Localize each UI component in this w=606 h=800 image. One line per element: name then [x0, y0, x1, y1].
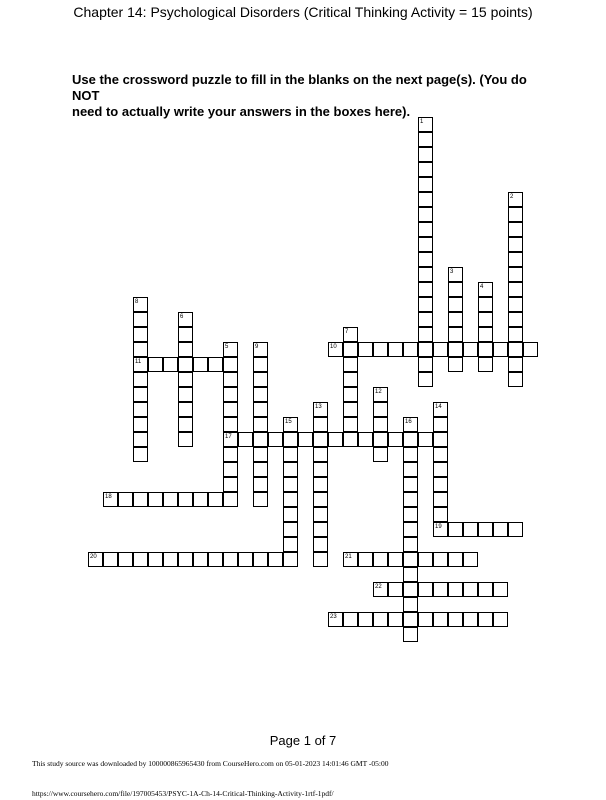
crossword-cell [508, 522, 523, 537]
crossword-cell [403, 342, 418, 357]
crossword-cell [403, 537, 418, 552]
clue-number-6: 6 [180, 314, 184, 320]
crossword-cell [178, 552, 193, 567]
crossword-cell [508, 267, 523, 282]
crossword-cell [463, 552, 478, 567]
crossword-cell [178, 387, 193, 402]
crossword-cell [463, 342, 478, 357]
clue-number-8: 8 [135, 299, 139, 305]
crossword-cell [478, 612, 493, 627]
clue-number-13: 13 [315, 404, 322, 410]
crossword-cell [238, 432, 253, 447]
crossword-cell [223, 402, 238, 417]
crossword-cell [418, 237, 433, 252]
crossword-cell [433, 342, 448, 357]
crossword-cell [403, 567, 418, 582]
crossword-cell [448, 552, 463, 567]
crossword-cell [313, 447, 328, 462]
crossword-cell [148, 357, 163, 372]
crossword-cell [433, 552, 448, 567]
crossword-cell [133, 447, 148, 462]
clue-number-23: 23 [330, 614, 337, 620]
crossword-cell [448, 357, 463, 372]
crossword-cell [223, 552, 238, 567]
crossword-cell [223, 462, 238, 477]
crossword-cell [223, 447, 238, 462]
crossword-cell [313, 462, 328, 477]
crossword-cell [373, 612, 388, 627]
crossword-cell [283, 447, 298, 462]
crossword-cell [433, 477, 448, 492]
clue-number-19: 19 [435, 524, 442, 530]
crossword-cell [433, 432, 448, 447]
crossword-cell [403, 447, 418, 462]
crossword-cell [418, 612, 433, 627]
crossword-cell [508, 357, 523, 372]
crossword-cell [343, 372, 358, 387]
crossword-cell [508, 282, 523, 297]
crossword-cell [268, 432, 283, 447]
crossword-cell [463, 522, 478, 537]
crossword-cell [418, 162, 433, 177]
crossword-cell [358, 432, 373, 447]
crossword-cell [148, 552, 163, 567]
crossword-cell [508, 372, 523, 387]
crossword-cell [373, 402, 388, 417]
crossword-cell [478, 312, 493, 327]
crossword-cell [493, 342, 508, 357]
crossword-cell [403, 507, 418, 522]
clue-number-5: 5 [225, 344, 229, 350]
crossword-cell [313, 522, 328, 537]
crossword-cell [418, 552, 433, 567]
crossword-cell [418, 222, 433, 237]
crossword-cell [343, 432, 358, 447]
crossword-cell [253, 492, 268, 507]
clue-number-18: 18 [105, 494, 112, 500]
crossword-cell [433, 417, 448, 432]
clue-number-4: 4 [480, 284, 484, 290]
crossword-cell [358, 552, 373, 567]
crossword-cell [403, 432, 418, 447]
crossword-cell [478, 297, 493, 312]
crossword-cell [448, 522, 463, 537]
crossword-cell [418, 297, 433, 312]
crossword-cell [508, 342, 523, 357]
crossword-cell [433, 507, 448, 522]
crossword-cell [313, 492, 328, 507]
crossword-cell [283, 462, 298, 477]
crossword-cell [403, 462, 418, 477]
crossword-cell [418, 192, 433, 207]
crossword-cell [478, 342, 493, 357]
crossword-cell [178, 342, 193, 357]
crossword-cell [298, 432, 313, 447]
crossword-cell [403, 627, 418, 642]
crossword-cell [403, 477, 418, 492]
clue-number-14: 14 [435, 404, 442, 410]
clue-number-10: 10 [330, 344, 337, 350]
crossword-cell [283, 477, 298, 492]
crossword-cell [433, 447, 448, 462]
crossword-cell [253, 372, 268, 387]
crossword-cell [223, 357, 238, 372]
crossword-cell [313, 417, 328, 432]
crossword-cell [478, 582, 493, 597]
crossword-cell [373, 342, 388, 357]
crossword-cell [238, 552, 253, 567]
crossword-cell [358, 612, 373, 627]
crossword-cell [418, 327, 433, 342]
crossword-cell [133, 327, 148, 342]
clue-number-11: 11 [135, 359, 142, 365]
crossword-cell [178, 402, 193, 417]
crossword-cell [433, 492, 448, 507]
crossword-cell [178, 492, 193, 507]
crossword-cell [493, 612, 508, 627]
download-notice: This study source was downloaded by 100000865965430 from CourseHero.com on 05-01-2023 14:01:46 GMT -05:00 [32, 759, 389, 768]
clue-number-12: 12 [375, 389, 382, 395]
clue-number-1: 1 [420, 119, 424, 125]
crossword-cell [193, 357, 208, 372]
clue-number-3: 3 [450, 269, 454, 275]
crossword-cell [253, 462, 268, 477]
source-url: https://www.coursehero.com/file/197005453/PSYC-1A-Ch-14-Critical-Thinking-Activity-1rtf-1pdf/ [32, 789, 334, 798]
crossword-cell [133, 312, 148, 327]
crossword-cell [388, 582, 403, 597]
crossword-cell [418, 132, 433, 147]
crossword-cell [403, 522, 418, 537]
crossword-cell [433, 612, 448, 627]
crossword-cell [418, 357, 433, 372]
clue-number-17: 17 [225, 434, 232, 440]
crossword-cell [313, 477, 328, 492]
crossword-cell [253, 357, 268, 372]
crossword-cell [418, 147, 433, 162]
crossword-cell [388, 552, 403, 567]
crossword-cell [403, 552, 418, 567]
crossword-cell [178, 327, 193, 342]
clue-number-22: 22 [375, 584, 382, 590]
crossword-cell [163, 552, 178, 567]
crossword-cell [418, 342, 433, 357]
crossword-cell [508, 252, 523, 267]
crossword-cell [118, 552, 133, 567]
crossword-cell [403, 492, 418, 507]
crossword-cell [493, 522, 508, 537]
crossword-cell [208, 552, 223, 567]
clue-number-15: 15 [285, 419, 292, 425]
crossword-cell [283, 432, 298, 447]
crossword-cell [358, 342, 373, 357]
crossword-cell [148, 492, 163, 507]
crossword-cell [508, 327, 523, 342]
clue-number-2: 2 [510, 194, 514, 200]
page-header: Chapter 14: Psychological Disorders (Critical Thinking Activity = 15 points) [73, 4, 533, 20]
crossword-cell [313, 537, 328, 552]
crossword-cell [343, 402, 358, 417]
crossword-cell [253, 387, 268, 402]
crossword-cell [283, 552, 298, 567]
crossword-cell [418, 432, 433, 447]
clue-number-21: 21 [345, 554, 352, 560]
crossword-cell [373, 447, 388, 462]
crossword-cell [133, 492, 148, 507]
crossword-cell [403, 597, 418, 612]
crossword-cell [253, 447, 268, 462]
crossword-cell [178, 357, 193, 372]
crossword-cell [478, 522, 493, 537]
crossword-cell [133, 432, 148, 447]
crossword-cell [343, 357, 358, 372]
crossword-cell [208, 492, 223, 507]
crossword-cell [388, 342, 403, 357]
crossword-cell [418, 312, 433, 327]
crossword-cell [103, 552, 118, 567]
clue-number-16: 16 [405, 419, 412, 425]
crossword-cell [418, 207, 433, 222]
crossword-cell [448, 342, 463, 357]
crossword-cell [493, 582, 508, 597]
crossword-cell [223, 492, 238, 507]
crossword-cell [328, 432, 343, 447]
crossword-cell [418, 252, 433, 267]
crossword-cell [448, 282, 463, 297]
crossword-cell [508, 207, 523, 222]
crossword-cell [388, 432, 403, 447]
crossword-cell [133, 552, 148, 567]
page-number: Page 1 of 7 [269, 733, 337, 748]
crossword-cell [283, 507, 298, 522]
crossword-cell [448, 582, 463, 597]
crossword-cell [478, 327, 493, 342]
crossword-cell [373, 417, 388, 432]
crossword-cell [508, 297, 523, 312]
crossword-cell [343, 387, 358, 402]
crossword-cell [463, 612, 478, 627]
clue-number-20: 20 [90, 554, 97, 560]
crossword-cell [178, 417, 193, 432]
crossword-cell [253, 477, 268, 492]
crossword-cell [313, 507, 328, 522]
crossword-cell [133, 387, 148, 402]
crossword-cell [418, 282, 433, 297]
crossword-cell [133, 417, 148, 432]
clue-number-9: 9 [255, 344, 259, 350]
crossword-cell [373, 552, 388, 567]
crossword-cell [223, 372, 238, 387]
crossword-cell [283, 537, 298, 552]
instructions-line-1: Use the crossword puzzle to fill in the blanks on the next page(s). (You do NOT [72, 72, 527, 103]
crossword-cell [163, 492, 178, 507]
crossword-cell [223, 477, 238, 492]
crossword-cell [373, 432, 388, 447]
crossword-cell [208, 357, 223, 372]
crossword-cell [223, 417, 238, 432]
crossword-cell [223, 387, 238, 402]
crossword-cell [448, 312, 463, 327]
crossword-cell [448, 612, 463, 627]
crossword-cell [253, 402, 268, 417]
crossword-cell [178, 432, 193, 447]
crossword-cell [433, 462, 448, 477]
crossword-cell [448, 327, 463, 342]
crossword-cell [178, 372, 193, 387]
crossword-cell [418, 267, 433, 282]
crossword-cell [283, 492, 298, 507]
crossword-cell [343, 342, 358, 357]
crossword-cell [133, 342, 148, 357]
crossword-cell [418, 582, 433, 597]
crossword-cell [133, 372, 148, 387]
crossword-cell [253, 417, 268, 432]
crossword-cell [193, 492, 208, 507]
crossword-cell [253, 432, 268, 447]
crossword-cell [478, 357, 493, 372]
crossword-cell [403, 582, 418, 597]
crossword-cell [523, 342, 538, 357]
crossword-cell [418, 177, 433, 192]
crossword-cell [508, 237, 523, 252]
crossword-cell [253, 552, 268, 567]
crossword-cell [508, 312, 523, 327]
crossword-cell [193, 552, 208, 567]
crossword-cell [163, 357, 178, 372]
crossword-cell [313, 552, 328, 567]
crossword-cell [418, 372, 433, 387]
crossword-cell [343, 612, 358, 627]
crossword-cell [448, 297, 463, 312]
instructions [72, 72, 552, 120]
crossword-cell [463, 582, 478, 597]
crossword-cell [403, 612, 418, 627]
crossword-cell [508, 222, 523, 237]
crossword-cell [283, 522, 298, 537]
crossword-cell [313, 432, 328, 447]
crossword-cell [433, 582, 448, 597]
crossword-cell [268, 552, 283, 567]
crossword-cell [388, 612, 403, 627]
clue-number-7: 7 [345, 329, 349, 335]
instructions-line-2: need to actually write your answers in the boxes here). [72, 104, 411, 119]
crossword-cell [343, 417, 358, 432]
crossword-cell [133, 402, 148, 417]
crossword-cell [118, 492, 133, 507]
